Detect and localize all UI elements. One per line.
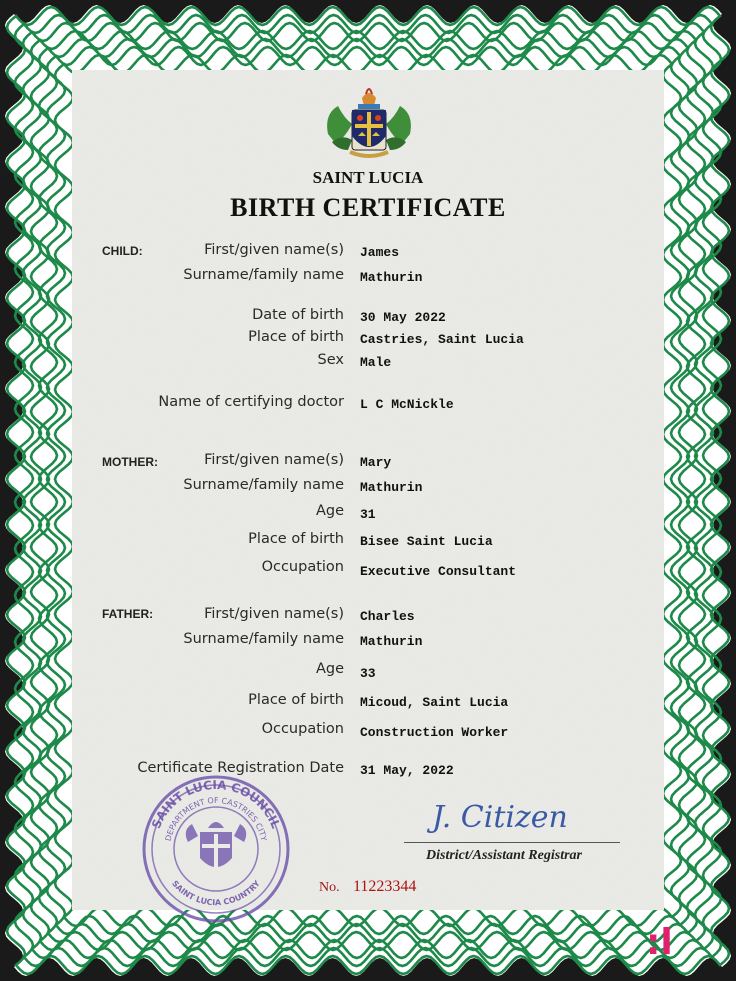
document-title: BIRTH CERTIFICATE — [230, 193, 506, 222]
child-dob-label: Date of birth — [252, 307, 344, 323]
mother-surname-label: Surname/family name — [183, 477, 344, 493]
father-surname-label: Surname/family name — [183, 631, 344, 647]
child-dob-value: 30 May 2022 — [360, 310, 446, 325]
council-stamp — [138, 772, 294, 926]
mother-pob-value: Bisee Saint Lucia — [360, 534, 493, 549]
mother-occupation-value: Executive Consultant — [360, 564, 517, 579]
mother-age-value: 31 — [360, 507, 376, 522]
father-first-name-label: First/given name(s) — [204, 606, 344, 622]
signature-line — [404, 842, 620, 843]
child-first-name-label: First/given name(s) — [204, 242, 344, 258]
section-label-mother: MOTHER: — [102, 455, 158, 469]
stamp-outer-text: SAINT LUCIA COUNCIL — [149, 777, 283, 831]
mother-age-label: Age — [315, 503, 344, 519]
section-label-child: CHILD: — [102, 244, 143, 258]
stamp-crest-icon — [186, 822, 247, 868]
father-occupation-label: Occupation — [261, 721, 344, 737]
child-pob-value: Castries, Saint Lucia — [360, 332, 524, 347]
stamp-inner-text: DEPARTMENT OF CASTRIES CITY — [163, 795, 269, 842]
child-surname-label: Surname/family name — [183, 267, 344, 283]
father-first-name-value: Charles — [360, 609, 415, 624]
father-age-value: 33 — [360, 666, 376, 681]
father-occupation-value: Construction Worker — [360, 725, 509, 740]
child-pob-label: Place of birth — [248, 329, 344, 345]
child-first-name-value: James — [360, 245, 400, 260]
mother-occupation-label: Occupation — [261, 559, 344, 575]
mother-first-name-value: Mary — [360, 455, 392, 470]
child-doctor-value: L C McNickle — [360, 397, 454, 412]
country-name: SAINT LUCIA — [312, 168, 424, 187]
watermark-logo: :l — [646, 922, 673, 963]
certificate-number-value: 11223344 — [353, 878, 417, 895]
father-age-label: Age — [315, 661, 344, 677]
certificate-number-label: No. — [319, 880, 340, 895]
father-pob-value: Micoud, Saint Lucia — [360, 695, 509, 710]
child-surname-value: Mathurin — [360, 270, 423, 285]
father-surname-value: Mathurin — [360, 634, 423, 649]
mother-first-name-label: First/given name(s) — [204, 452, 344, 468]
mother-pob-label: Place of birth — [248, 531, 344, 547]
father-pob-label: Place of birth — [248, 692, 344, 708]
child-doctor-label: Name of certifying doctor — [158, 394, 344, 410]
section-label-father: FATHER: — [102, 607, 154, 621]
registration-date-value: 31 May, 2022 — [360, 763, 454, 778]
registration-date-label: Certificate Registration Date — [137, 760, 344, 776]
mother-surname-value: Mathurin — [360, 480, 423, 495]
registrar-signature: J. Citizen — [432, 800, 568, 835]
coat-of-arms-emblem — [322, 84, 416, 164]
stamp-bottom-text: SAINT LUCIA COUNTRY — [170, 878, 262, 908]
svg-text:SAINT LUCIA COUNTRY — [170, 879, 262, 907]
child-sex-value: Male — [360, 355, 392, 370]
registrar-title: District/Assistant Registrar — [426, 848, 582, 863]
child-sex-label: Sex — [317, 352, 344, 368]
